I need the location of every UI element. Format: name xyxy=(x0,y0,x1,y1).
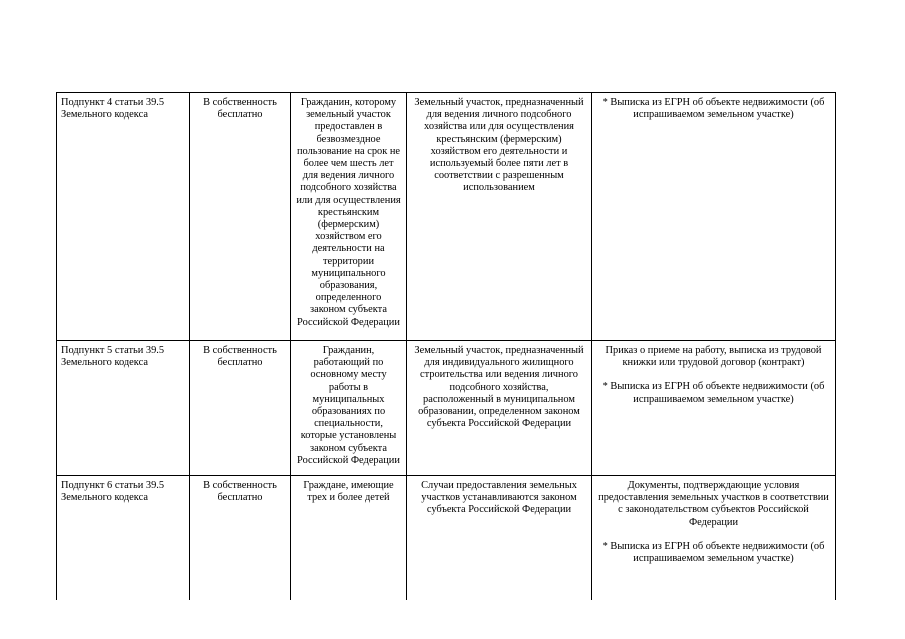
cell-line: законом субъекта xyxy=(310,304,387,316)
cell-line: территории xyxy=(322,255,375,267)
land-provision-table xyxy=(56,92,836,600)
document-paragraph xyxy=(596,345,831,369)
cell-line: для индивидуального жилищного xyxy=(424,357,574,369)
legal-basis-cell xyxy=(57,93,190,341)
document-paragraph xyxy=(596,541,831,565)
land-plot-cell xyxy=(407,93,592,341)
applicant-cell xyxy=(291,93,407,341)
document-paragraph xyxy=(596,480,831,529)
cell-line: испрашиваемом земельном участке) xyxy=(633,109,794,121)
cell-line: образования, xyxy=(319,280,378,292)
cell-line: бесплатно xyxy=(217,357,263,369)
cell-line: субъекта Российской Федерации xyxy=(426,418,572,430)
cell-line: Гражданин, которому xyxy=(300,97,397,108)
land-plot-cell xyxy=(407,476,592,600)
cell-line: * Выписка из ЕГРН об объекте недвижимости (об xyxy=(602,540,825,552)
documents-cell xyxy=(592,341,836,476)
land-plot-cell xyxy=(407,341,592,476)
cell-line: (фермерским) xyxy=(317,219,380,231)
documents-cell xyxy=(592,93,836,341)
cell-line: предоставлен в xyxy=(314,121,383,133)
ownership-type-cell xyxy=(190,93,291,341)
cell-line: бесплатно xyxy=(217,109,263,121)
cell-line: * Выписка из ЕГРН об объекте недвижимости (об xyxy=(602,381,825,393)
cell-line: безвозмездное xyxy=(316,133,381,145)
cell-line: муниципальных xyxy=(312,393,385,405)
documents-cell xyxy=(592,476,836,600)
cell-line: хозяйства или для осуществления xyxy=(424,121,574,133)
ownership-type-cell xyxy=(190,476,291,600)
cell-line: подсобного хозяйства, xyxy=(449,381,549,393)
cell-line: которые установлены xyxy=(300,430,397,442)
cell-line: Гражданин, xyxy=(322,345,375,356)
applicant-cell xyxy=(291,476,407,600)
cell-line: испрашиваемом земельном участке) xyxy=(633,393,794,405)
cell-line: работающий по xyxy=(313,357,384,369)
cell-line: Земельный участок, предназначенный xyxy=(414,97,584,108)
cell-line: с законодательством субъектов Российской xyxy=(618,504,809,516)
cell-line: предоставления земельных участков в соответствии xyxy=(598,492,829,504)
cell-line: Документы, подтверждающие условия xyxy=(627,480,800,491)
document-paragraph xyxy=(596,381,831,405)
cell-line: более чем шесть лет xyxy=(303,158,394,170)
cell-line: Подпункт 5 статьи 39.5 xyxy=(61,345,165,356)
cell-line: используемый более пяти лет в xyxy=(429,158,569,170)
cell-line: образованиях по xyxy=(311,406,386,418)
cell-line: образовании, определенном законом xyxy=(418,406,580,418)
cell-line: Земельного кодекса xyxy=(61,357,148,369)
cell-line: хозяйством его xyxy=(315,231,382,243)
cell-line: испрашиваемом земельном участке) xyxy=(633,553,794,565)
cell-line: бесплатно xyxy=(217,492,263,504)
cell-line: для ведения личного xyxy=(302,170,395,182)
cell-line: книжки или трудовой договор (контракт) xyxy=(622,357,805,369)
cell-line: хозяйством его деятельности и xyxy=(430,145,568,157)
cell-line: Федерации xyxy=(688,516,739,528)
cell-line: Приказ о приеме на работу, выписка из трудовой xyxy=(605,345,822,356)
table-row xyxy=(57,93,836,341)
applicant-cell xyxy=(291,341,407,476)
cell-line: Земельный участок, предназначенный xyxy=(414,345,584,356)
cell-line: Земельного кодекса xyxy=(61,492,148,504)
cell-line: законом субъекта xyxy=(310,442,387,454)
cell-line: Подпункт 4 статьи 39.5 xyxy=(61,97,165,108)
cell-line: расположенный в муниципальном xyxy=(423,393,575,405)
cell-line: основному месту xyxy=(310,369,387,381)
cell-line: В собственность xyxy=(203,97,277,108)
cell-line: пользование на срок не xyxy=(296,145,401,157)
cell-line: строительства или ведения личного xyxy=(420,369,578,381)
cell-line: использованием xyxy=(463,182,535,194)
ownership-type-cell xyxy=(190,341,291,476)
cell-line: Граждане, имеющие xyxy=(303,480,394,491)
cell-line: участков устанавливаются законом xyxy=(421,492,577,504)
table-row xyxy=(57,341,836,476)
cell-line: трех и более детей xyxy=(307,492,390,504)
cell-line: Подпункт 6 статьи 39.5 xyxy=(61,480,165,491)
cell-line: Российской Федерации xyxy=(297,454,400,466)
cell-line: работы в xyxy=(328,381,369,393)
document-paragraph xyxy=(596,97,831,121)
cell-line: Земельного кодекса xyxy=(61,109,148,121)
cell-line: Случаи предоставления земельных xyxy=(421,480,577,491)
cell-line: деятельности на xyxy=(312,243,385,255)
cell-line: подсобного хозяйства xyxy=(300,182,397,194)
cell-line: крестьянским (фермерским) xyxy=(436,133,562,145)
cell-line: * Выписка из ЕГРН об объекте недвижимости (об xyxy=(602,97,825,108)
cell-line: субъекта Российской Федерации xyxy=(426,504,572,516)
cell-line: или для осуществления xyxy=(296,194,401,206)
cell-line: В собственность xyxy=(203,345,277,356)
table-row xyxy=(57,476,836,600)
cell-line: В собственность xyxy=(203,480,277,491)
cell-line: для ведения личного подсобного xyxy=(426,109,572,121)
cell-line: специальности, xyxy=(314,418,383,430)
cell-line: муниципального xyxy=(311,267,386,279)
legal-basis-cell xyxy=(57,476,190,600)
cell-line: определенного xyxy=(315,292,382,304)
cell-line: Российской Федерации xyxy=(297,316,400,328)
cell-line: крестьянским xyxy=(317,206,380,218)
cell-line: земельный участок xyxy=(306,109,391,121)
cell-line: соответствии с разрешенным xyxy=(434,170,564,182)
legal-basis-cell xyxy=(57,341,190,476)
